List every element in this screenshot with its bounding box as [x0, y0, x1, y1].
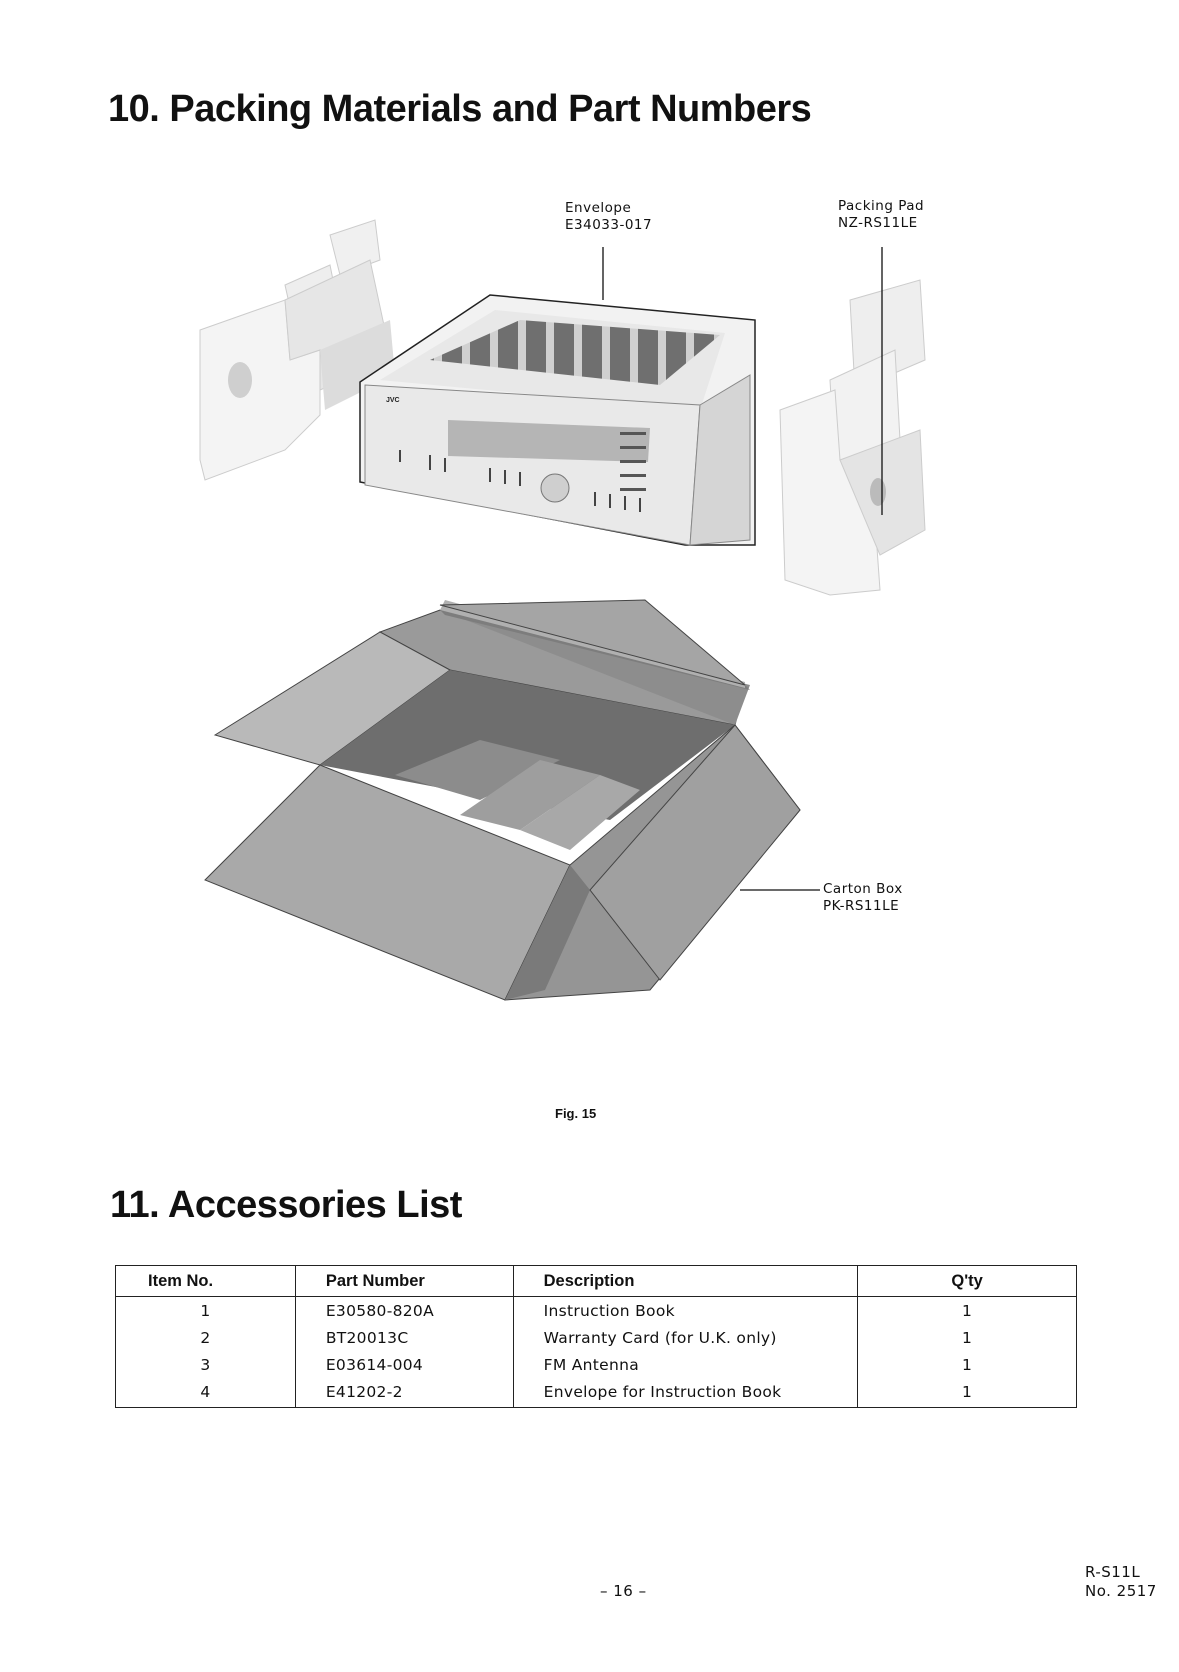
table-row — [116, 1351, 1077, 1378]
table-row — [116, 1324, 1077, 1351]
packing-illustration — [190, 200, 1010, 1080]
model-number: R-S11L — [1085, 1563, 1141, 1581]
qty-cell: 1 — [858, 1378, 1077, 1408]
figure-caption: Fig. 15 — [555, 1106, 597, 1121]
receiver-brand-logo: JVC — [386, 397, 400, 404]
receiver-in-envelope — [360, 295, 755, 545]
envelope-label: Envelope — [565, 200, 632, 216]
document-id — [1085, 1563, 1157, 1601]
description-cell: Instruction Book — [513, 1297, 858, 1325]
description-cell: Warranty Card (for U.K. only) — [513, 1324, 858, 1351]
part-number-cell: BT20013C — [295, 1324, 513, 1351]
document-number: No. 2517 — [1085, 1582, 1157, 1600]
qty-cell: 1 — [858, 1351, 1077, 1378]
section-10-title: 10. Packing Materials and Part Numbers — [108, 88, 812, 130]
section-11-title: 11. Accessories List — [110, 1184, 462, 1226]
item-no-cell: 4 — [200, 1382, 211, 1401]
part-number-cell: E30580-820A — [295, 1297, 513, 1325]
carton-box — [205, 600, 800, 1000]
header-description: Description — [513, 1266, 858, 1297]
packing-pad-part-number: NZ-RS11LE — [838, 215, 918, 231]
item-no-cell: 3 — [200, 1355, 211, 1374]
item-no-cell: 1 — [200, 1301, 211, 1320]
description-cell: Envelope for Instruction Book — [513, 1378, 858, 1408]
header-part-number: Part Number — [295, 1266, 513, 1297]
table-header-row — [116, 1266, 1077, 1297]
table-row — [116, 1378, 1077, 1408]
accessories-table — [115, 1265, 1077, 1408]
header-qty: Q'ty — [858, 1266, 1077, 1297]
part-number-cell: E03614-004 — [295, 1351, 513, 1378]
packing-pad-label: Packing Pad — [838, 198, 925, 214]
packing-figure — [190, 200, 1010, 1085]
part-number-cell: E41202-2 — [295, 1378, 513, 1408]
table-row — [116, 1297, 1077, 1325]
qty-cell: 1 — [858, 1324, 1077, 1351]
envelope-part-number: E34033-017 — [565, 217, 653, 233]
description-cell: FM Antenna — [513, 1351, 858, 1378]
carton-box-callout — [823, 881, 903, 915]
carton-box-part-number: PK-RS11LE — [823, 898, 900, 914]
packing-pad-callout — [838, 198, 924, 232]
page-number: – 16 – — [600, 1582, 647, 1600]
qty-cell: 1 — [858, 1297, 1077, 1325]
item-no-cell: 2 — [200, 1328, 211, 1347]
header-item-no: Item No. — [116, 1266, 296, 1297]
carton-box-label: Carton Box — [823, 881, 903, 897]
envelope-callout — [565, 200, 652, 234]
right-packing-pad — [780, 280, 925, 595]
